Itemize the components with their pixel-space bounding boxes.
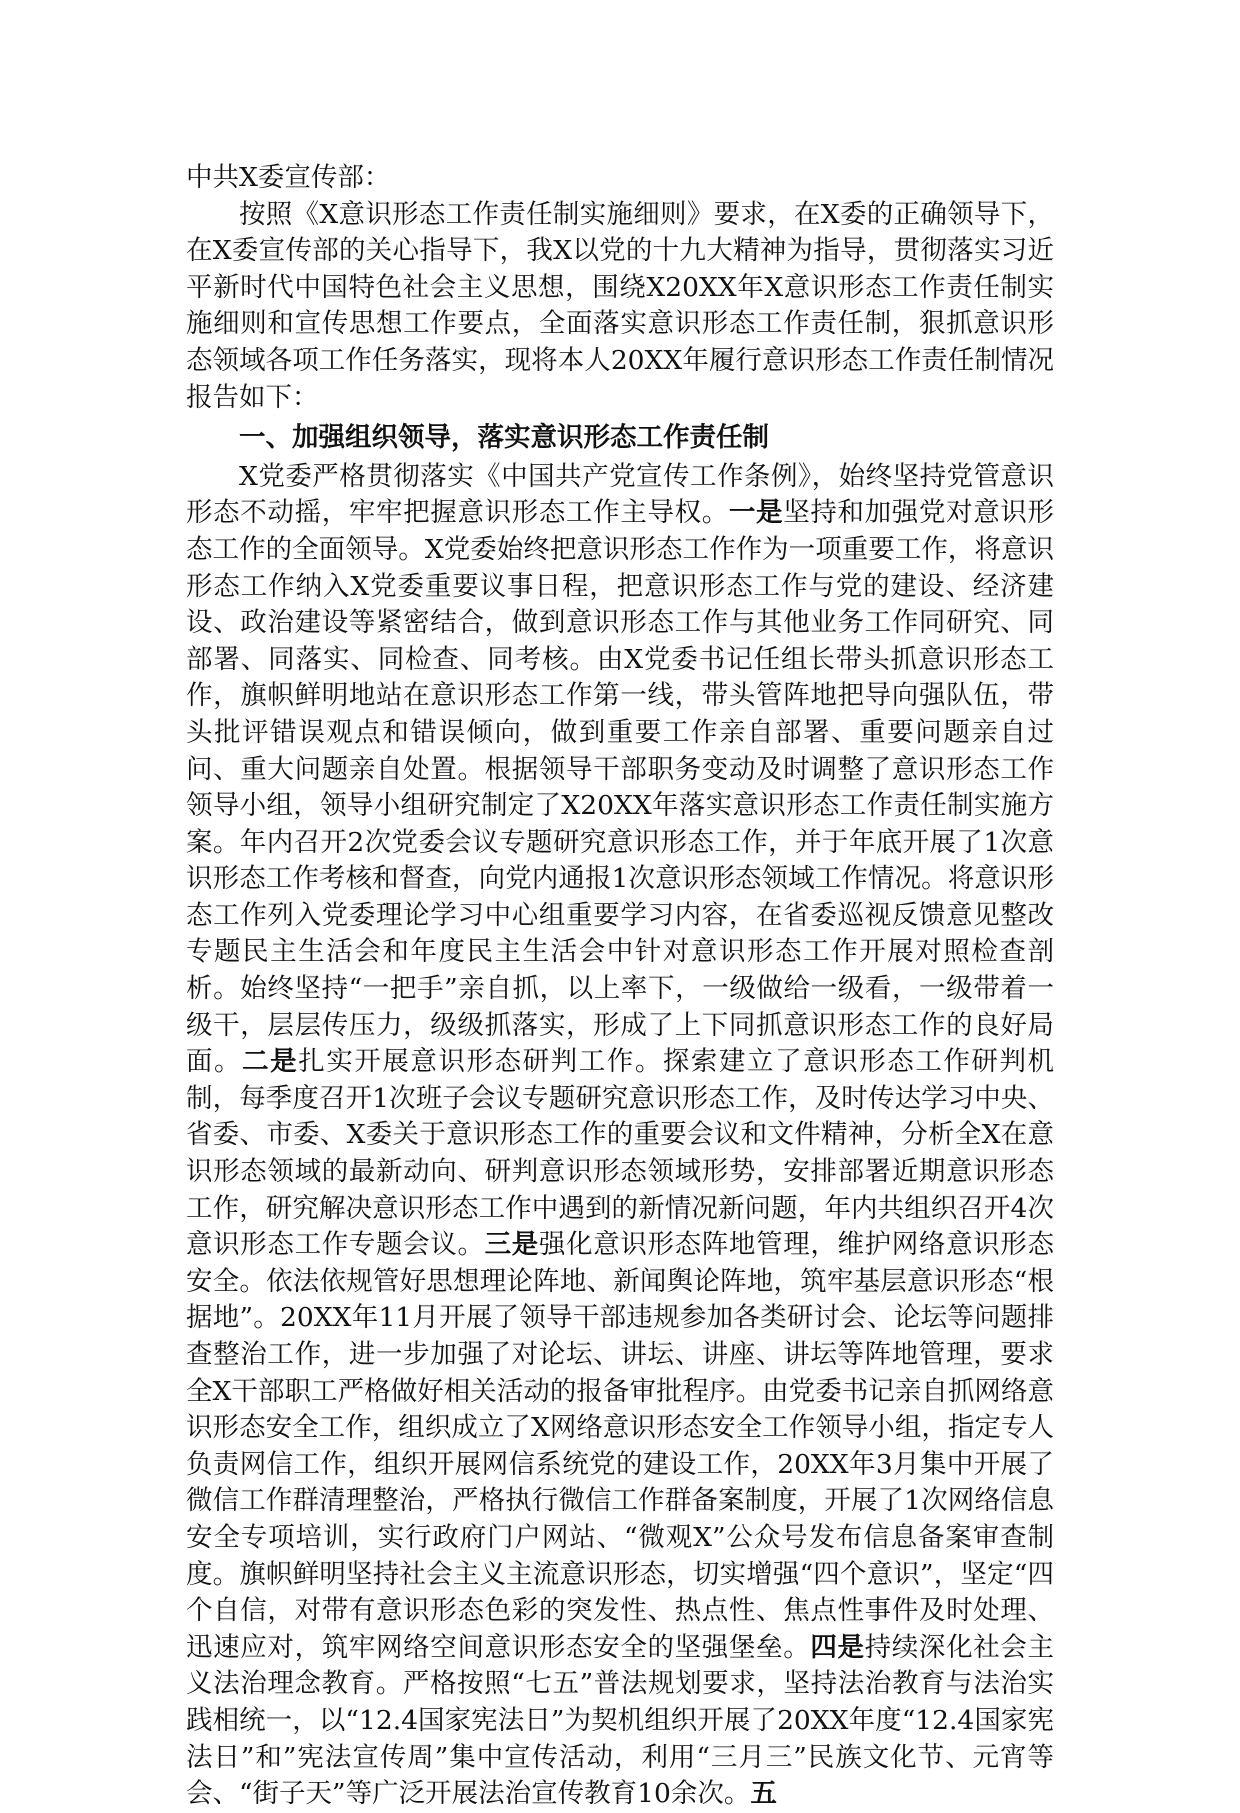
keyword-third: 三是: [484, 1229, 539, 1261]
intro-paragraph: 按照《X意识形态工作责任制实施细则》要求，在X委的正确领导下，在X委宣传部的关心指导下，我X以党的十九大精神为指导，贯彻落实习近平新时代中国特色社会主义思想，围绕X20XX年X意识形态工作责任制实施细则和宣传思想工作要点，全面落实意识形态工作责任制，狠抓意识形态领域各项工作任务落实，现将本人20XX年履行意识形态工作责任制情况报告如下：: [186, 198, 1054, 413]
section-body-paragraph: [186, 459, 1054, 1813]
salutation: 中共X委宣传部：: [186, 162, 391, 193]
body-text: 持续深化社会主义法治理念教育。严格按照“七五”普法规划要求，坚持法治教育与法治实践相统一，以“12.4国家宪法日”为契机组织开展了20XX年度“12.4国家宪法日”和”宪法宣传周”集中宣传活动，利用“三月三”民族文化节、元宵等会、“街子天”等广泛开展法治宣传教育10余次。: [186, 1631, 1055, 1810]
body-text: X党委严格贯彻落实《中国共产党宣传工作条例》，始终坚持党管意识形态不动摇，牢牢把握意识形态工作主导权。: [186, 460, 1054, 529]
keyword-fourth: 四是: [810, 1631, 865, 1663]
section-heading: 一、加强组织领导，落实意识形态工作责任制: [239, 422, 769, 454]
keyword-fifth: 五: [750, 1778, 777, 1810]
body-text: 扎实开展意识形态研判工作。探索建立了意识形态工作研判机制，每季度召开1次班子会议专题研究意识形态工作，及时传达学习中央、省委、市委、X委关于意识形态工作的重要会议和文件精神，分析全X在意识形态领域的最新动向、研判意识形态领域形势，安排部署近期意识形态工作，研究解决意识形态工作中遇到的新情况新问题，年内共组织召开4次意识形态工作专题会议。: [186, 1046, 1055, 1261]
body-text: 坚持和加强党对意识形态工作的全面领导。X党委始终把意识形态工作作为一项重要工作，将意识形态工作纳入X党委重要议事日程，把意识形态工作与党的建设、经济建设、政治建设等紧密结合，做到意识形态工作与其他业务工作同研究、同部署、同落实、同检查、同考核。由X党委书记任组长带头抓意识形态工作，旗帜鲜明地站在意识形态工作第一线，带头管阵地把导向强队伍，带头批评错误观点和错误倾向，做到重要工作亲自部署、重要问题亲自过问、重大问题亲自处置。根据领导干部职务变动及时调整了意识形态工作领导小组，领导小组研究制定了X20XX年落实意识形态工作责任制实施方案。年内召开2次党委会议专题研究意识形态工作，并于年底开展了1次意识形态工作考核和督查，向党内通报1次意识形态领域工作情况。将意识形态工作列入党委理论学习中心组重要学习内容，在省委巡视反馈意见整改专题民主生活会和年度民主生活会中针对意识形态工作开展对照检查剖析。始终坚持“一把手”亲自抓，以上率下，一级做给一级看，一级带着一级干，层层传压力，级级抓落实，形成了上下同抓意识形态工作的良好局面。: [186, 497, 1055, 1078]
keyword-first: 一是: [728, 497, 784, 529]
document-page: [186, 160, 1054, 1813]
keyword-second: 二是: [242, 1046, 299, 1078]
body-text: 强化意识形态阵地管理，维护网络意识形态安全。依法依规管好思想理论阵地、新闻舆论阵地，筑牢基层意识形态“根据地”。20XX年11月开展了领导干部违规参加各类研讨会、论坛等问题排查整治工作，进一步加强了对论坛、讲坛、讲座、讲坛等阵地管理，要求全X干部职工严格做好相关活动的报备审批程序。由党委书记亲自抓网络意识形态安全工作，组织成立了X网络意识形态安全工作领导小组，指定专人负责网信工作，组织开展网信系统党的建设工作，20XX年3月集中开展了微信工作群清理整治，严格执行微信工作群备案制度，开展了1次网络信息安全专项培训，实行政府门户网站、“微观X”公众号发布信息备案审查制度。旗帜鲜明坚持社会主义主流意识形态，切实增强“四个意识”，坚定“四个自信，对带有意识形态色彩的突发性、热点性、焦点性事件及时处理、迅速应对，筑牢网络空间意识形态安全的坚强堡垒。: [186, 1229, 1055, 1663]
